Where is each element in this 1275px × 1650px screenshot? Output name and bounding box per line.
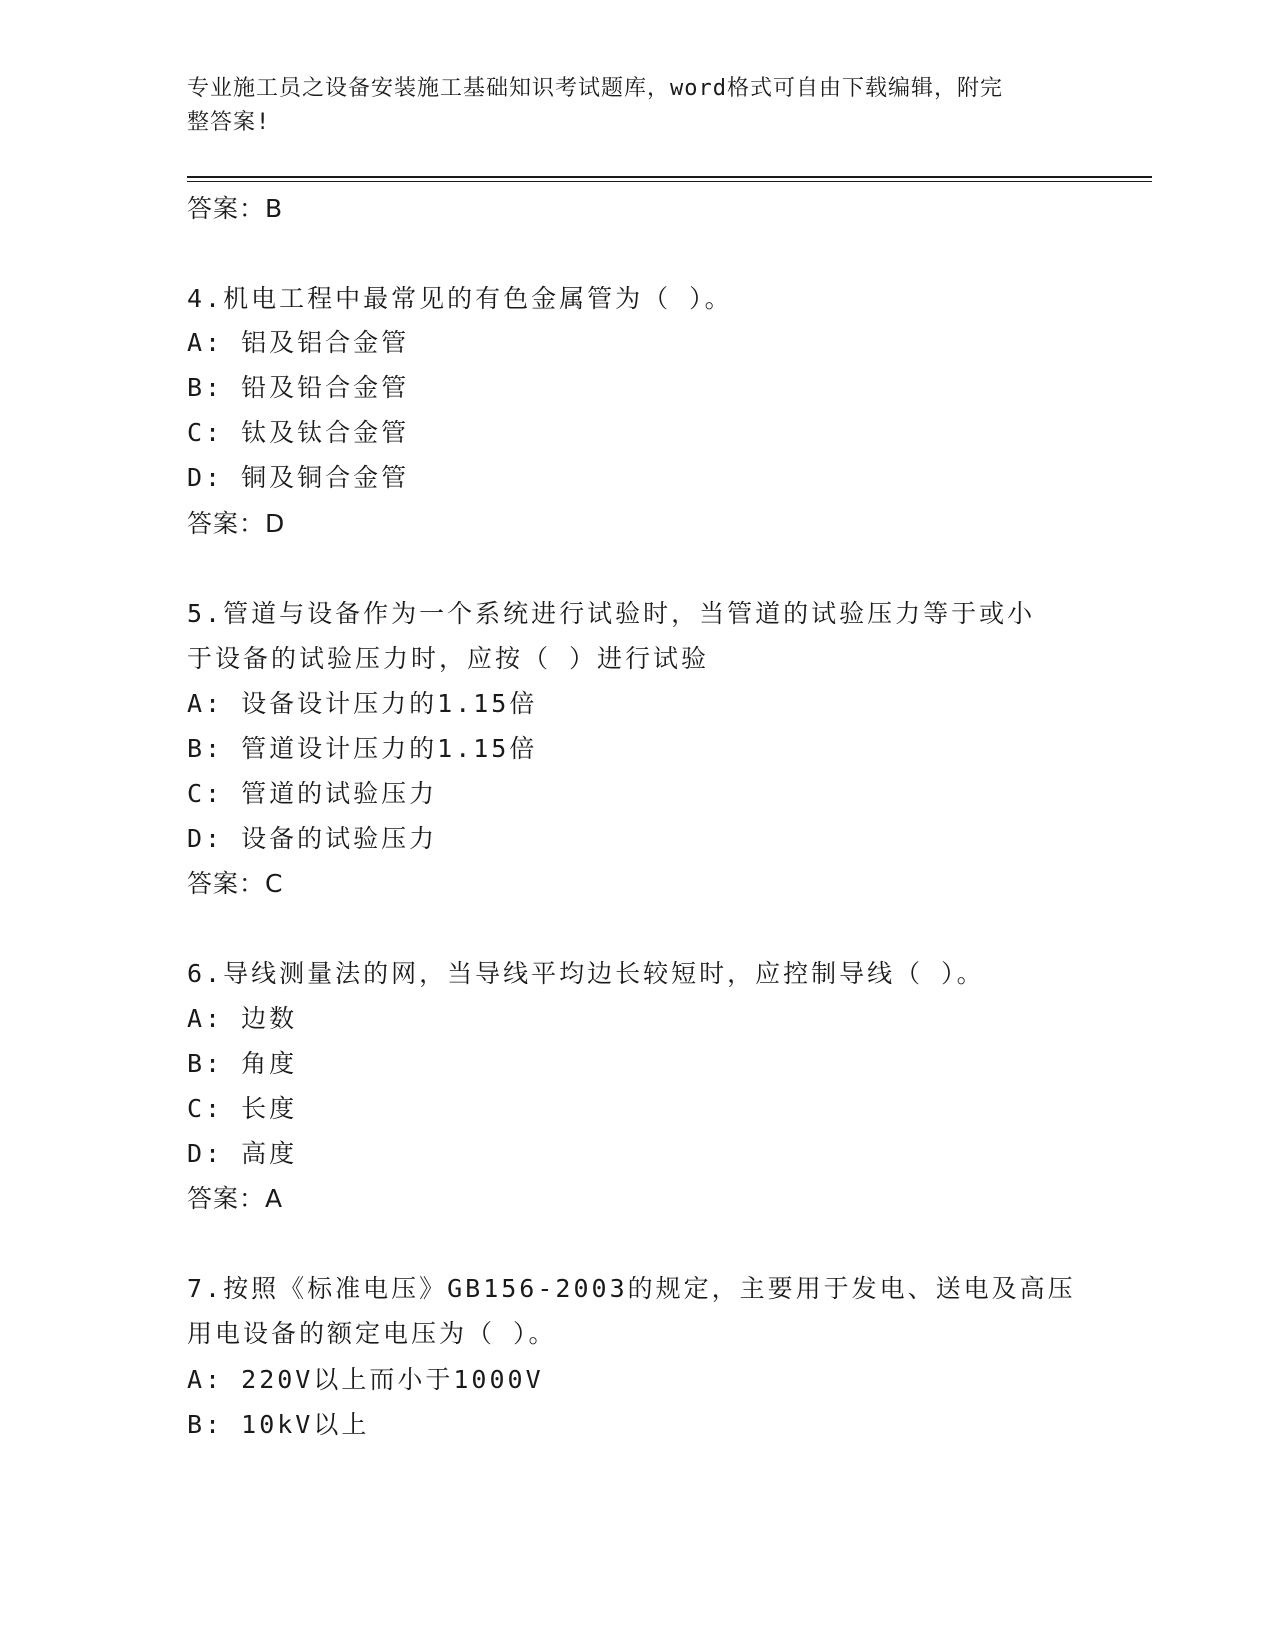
question-7-option-a: A: 220V以上而小于1000V bbox=[187, 1365, 544, 1394]
question-5-stem-line-1: 5.管道与设备作为一个系统进行试验时，当管道的试验压力等于或小 bbox=[187, 599, 1036, 628]
question-4-answer: 答案：D bbox=[187, 509, 286, 538]
document-header bbox=[187, 72, 1067, 140]
question-6-answer: 答案：A bbox=[187, 1184, 284, 1213]
question-7-stem-line-2: 用电设备的额定电压为（ ）。 bbox=[187, 1319, 557, 1348]
header-rule-thin bbox=[187, 181, 1152, 182]
question-6-option-a: A: 边数 bbox=[187, 1004, 298, 1033]
previous-answer: 答案：B bbox=[187, 194, 284, 223]
question-6-option-b: B: 角度 bbox=[187, 1049, 298, 1078]
question-6-stem: 6.导线测量法的网，当导线平均边长较短时，应控制导线（ ）。 bbox=[187, 959, 985, 988]
question-5-stem-line-2: 于设备的试验压力时，应按（ ）进行试验 bbox=[187, 644, 710, 673]
question-6-option-d: D: 高度 bbox=[187, 1139, 298, 1168]
question-4-option-a: A: 铝及铝合金管 bbox=[187, 328, 410, 357]
question-4-stem: 4.机电工程中最常见的有色金属管为（ ）。 bbox=[187, 284, 733, 313]
header-line-1: 专业施工员之设备安装施工基础知识考试题库，word格式可自由下载编辑，附完 bbox=[187, 76, 1003, 101]
question-5-option-b: B: 管道设计压力的1.15倍 bbox=[187, 734, 538, 763]
header-rule-thick bbox=[187, 176, 1152, 178]
header-line-2: 整答案! bbox=[187, 110, 271, 135]
question-5-option-d: D: 设备的试验压力 bbox=[187, 824, 438, 853]
question-5-option-c: C: 管道的试验压力 bbox=[187, 779, 438, 808]
question-7-option-b: B: 10kV以上 bbox=[187, 1410, 370, 1439]
question-4-option-b: B: 铅及铅合金管 bbox=[187, 373, 410, 402]
question-4-option-d: D: 铜及铜合金管 bbox=[187, 463, 410, 492]
question-5-answer: 答案：C bbox=[187, 869, 284, 898]
question-7-stem-line-1: 7.按照《标准电压》GB156-2003的规定，主要用于发电、送电及高压 bbox=[187, 1274, 1076, 1303]
question-5-option-a: A: 设备设计压力的1.15倍 bbox=[187, 689, 538, 718]
question-6-option-c: C: 长度 bbox=[187, 1094, 298, 1123]
question-4-option-c: C: 钛及钛合金管 bbox=[187, 418, 410, 447]
